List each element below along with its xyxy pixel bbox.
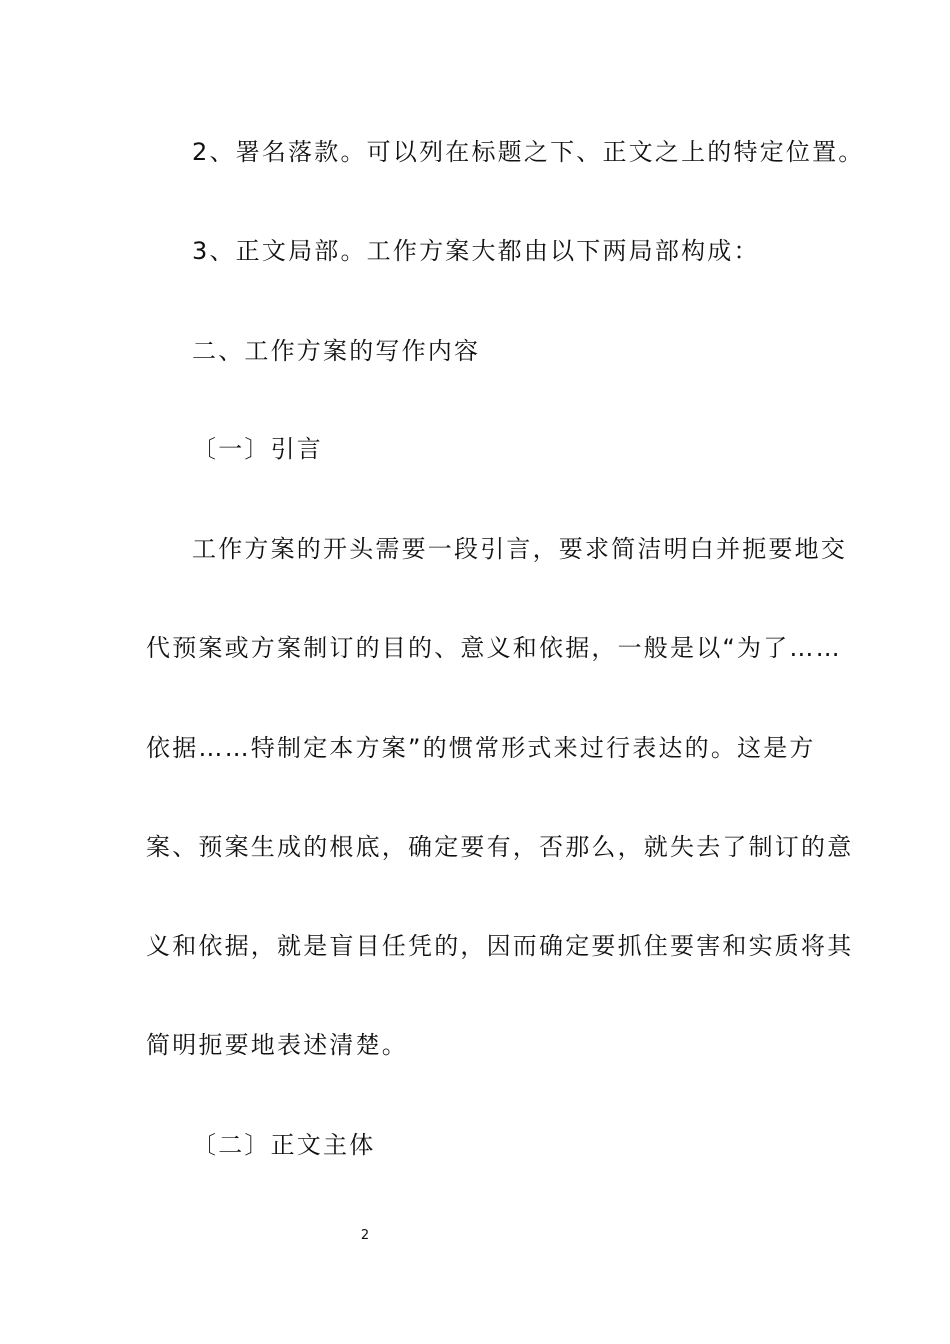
paragraph-line: 案、预案生成的根底，确定要有，否那么，就失去了制订的意 — [146, 833, 854, 861]
paragraph-line: 代预案或方案制订的目的、意义和依据，一般是以“为了…… — [146, 634, 842, 662]
paragraph-body-section: 3、正文局部。工作方案大都由以下两局部构成： — [192, 237, 760, 265]
paragraph-signature: 2、署名落款。可以列在标题之下、正文之上的特定位置。 — [192, 138, 865, 166]
paragraph-line: 简明扼要地表述清楚。 — [146, 1031, 408, 1059]
paragraph-line: 依据……特制定本方案”的惯常形式来过行表达的。这是方 — [146, 734, 816, 762]
page-number: 2 — [360, 1228, 370, 1243]
paragraph-line: 工作方案的开头需要一段引言，要求简洁明白并扼要地交 — [192, 535, 847, 563]
paragraph-line: 义和依据，就是盲目任凭的，因而确定要抓住要害和实质将其 — [146, 932, 854, 960]
subsection-heading-introduction: 〔一〕引言 — [192, 435, 323, 463]
subsection-heading-main-body: 〔二〕正文主体 — [192, 1131, 376, 1159]
section-heading-writing-content: 二、工作方案的写作内容 — [192, 337, 481, 365]
